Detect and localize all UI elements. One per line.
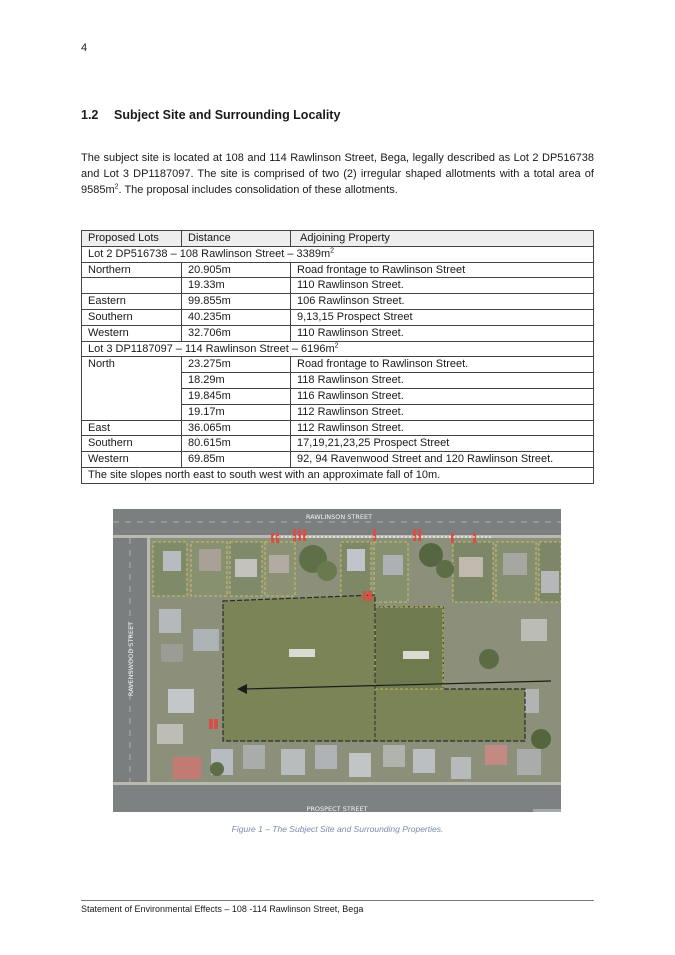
- house-roof: [413, 749, 435, 773]
- footer-divider: [81, 900, 594, 901]
- table-cell: 118 Rawlinson Street.: [291, 373, 594, 389]
- house-roof: [521, 619, 547, 641]
- setback-marker: [418, 529, 421, 541]
- house-roof: [383, 745, 405, 767]
- kerb-west: [147, 538, 150, 782]
- lot3-title: [82, 341, 594, 357]
- table-cell: 92, 94 Ravenwood Street and 120 Rawlinson Street.: [291, 452, 594, 468]
- table-row: [82, 436, 594, 452]
- table-cell: 116 Rawlinson Street.: [291, 388, 594, 404]
- page-number: 4: [81, 42, 88, 54]
- lot3-sup: 2: [334, 341, 339, 349]
- table-row: [82, 309, 594, 325]
- figure-caption: Figure 1 – The Subject Site and Surrounding Properties.: [231, 824, 444, 834]
- site-label-box: [289, 649, 315, 657]
- table-cell: Southern: [82, 309, 182, 325]
- table-row: [82, 262, 594, 278]
- house-roof: [193, 629, 219, 651]
- intro-sup: 2: [114, 183, 119, 191]
- tree: [531, 729, 551, 749]
- house-roof: [485, 745, 507, 765]
- table-cell: 112 Rawlinson Street.: [291, 404, 594, 420]
- tree: [317, 561, 337, 581]
- setback-marker: [363, 591, 367, 601]
- table-header-row: [82, 231, 594, 247]
- setback-marker: [303, 529, 306, 541]
- table-cell: East: [82, 420, 182, 436]
- table-cell: 9,13,15 Prospect Street: [291, 309, 594, 325]
- house-roof: [503, 553, 527, 575]
- table-cell: [82, 278, 182, 294]
- table-row: [82, 278, 594, 294]
- lot2-sup: 2: [330, 247, 335, 255]
- tree: [210, 762, 224, 776]
- table-cell: 36.065m: [182, 420, 291, 436]
- table-cell: Northern: [82, 262, 182, 278]
- table-row: [82, 357, 594, 373]
- house-roof: [541, 571, 559, 593]
- header-distance: Distance: [182, 231, 291, 247]
- house-roof: [173, 757, 201, 779]
- table-cell: 19.845m: [182, 388, 291, 404]
- lots-table: [81, 230, 594, 484]
- table-cell: Western: [82, 325, 182, 341]
- setback-marker: [293, 529, 296, 541]
- house-roof: [533, 809, 561, 812]
- house-roof: [383, 555, 403, 575]
- setback-marker: [368, 591, 372, 601]
- section-title: Subject Site and Surrounding Locality: [114, 108, 341, 122]
- house-roof: [269, 555, 289, 573]
- table-row: [82, 420, 594, 436]
- lot2-title: [82, 246, 594, 262]
- table-cell: Eastern: [82, 294, 182, 310]
- intro-text: The subject site is located at 108 and 114 Rawlinson Street, Bega, legally described as Lot 2 DP516738 and Lot 3 DP1187097. The site is comprised of two (2) irregular shaped allotments with a total area of 9585m: [81, 152, 594, 196]
- house-roof: [451, 757, 471, 779]
- header-adjoining-property: Adjoining Property: [291, 231, 594, 247]
- table-cell: 69.85m: [182, 452, 291, 468]
- intro-paragraph: [81, 150, 594, 198]
- lot2-title-row: [82, 246, 594, 262]
- table-row: [82, 325, 594, 341]
- house-roof: [161, 644, 183, 662]
- aerial-map: [113, 509, 561, 812]
- house-roof: [157, 724, 183, 744]
- rawlinson-street-label: RAWLINSON STREET: [305, 513, 373, 521]
- lot2-label: Lot 2 DP516738 – 108 Rawlinson Street – 3389m: [88, 247, 331, 260]
- house-roof: [517, 749, 541, 775]
- table-cell: Southern: [82, 436, 182, 452]
- intro-text-end: . The proposal includes consolidation of these allotments.: [118, 184, 398, 196]
- setback-marker: [214, 719, 218, 729]
- table-cell: 23.275m: [182, 357, 291, 373]
- header-proposed-lots: Proposed Lots: [82, 231, 182, 247]
- table-cell: Road frontage to Rawlinson Street.: [291, 357, 594, 373]
- kerb-south: [113, 782, 561, 785]
- table-cell: 110 Rawlinson Street.: [291, 278, 594, 294]
- setback-marker: [271, 533, 274, 543]
- table-cell: 18.29m: [182, 373, 291, 389]
- table-cell: 99.855m: [182, 294, 291, 310]
- table-cell: 80.615m: [182, 436, 291, 452]
- site-label-box: [403, 651, 429, 659]
- tree: [479, 649, 499, 669]
- setback-marker: [473, 533, 476, 543]
- setback-marker: [373, 529, 376, 541]
- table-cell: 17,19,21,23,25 Prospect Street: [291, 436, 594, 452]
- note-row: [82, 467, 594, 483]
- section-number: 1.2: [81, 108, 99, 122]
- table-cell: North: [82, 357, 182, 420]
- setback-marker: [298, 529, 301, 541]
- table-row: [82, 294, 594, 310]
- setback-marker: [276, 533, 279, 543]
- house-roof: [281, 749, 305, 775]
- table-cell: 19.33m: [182, 278, 291, 294]
- table-cell: 19.17m: [182, 404, 291, 420]
- table-cell: 112 Rawlinson Street.: [291, 420, 594, 436]
- prospect-street-label: PROSPECT STREET: [306, 805, 368, 812]
- tree: [436, 560, 454, 578]
- house-roof: [347, 549, 365, 571]
- house-roof: [315, 745, 337, 769]
- section-heading: [81, 108, 340, 122]
- house-roof: [168, 689, 194, 713]
- lot3-label: Lot 3 DP1187097 – 114 Rawlinson Street – 6196m: [88, 342, 335, 355]
- table-cell: 20.905m: [182, 262, 291, 278]
- site-slope-note: The site slopes north east to south west with an approximate fall of 10m.: [82, 467, 594, 483]
- table-cell: 32.706m: [182, 325, 291, 341]
- table-row: [82, 452, 594, 468]
- house-roof: [243, 745, 265, 769]
- lot3-title-row: [82, 341, 594, 357]
- table-cell: 40.235m: [182, 309, 291, 325]
- house-roof: [349, 753, 371, 777]
- house-roof: [459, 557, 483, 577]
- house-roof: [159, 609, 181, 633]
- house-roof: [235, 559, 257, 577]
- house-roof: [163, 551, 181, 571]
- setback-marker: [209, 719, 213, 729]
- table-cell: Western: [82, 452, 182, 468]
- site-aerial-image: [113, 509, 561, 812]
- setback-marker: [413, 529, 416, 541]
- table-cell: 110 Rawlinson Street.: [291, 325, 594, 341]
- lot3-area: [375, 607, 443, 689]
- house-roof: [199, 549, 221, 571]
- ravenswood-street-label: RAVENSWOOD STREET: [127, 621, 135, 697]
- page-footer: Statement of Environmental Effects – 108 -114 Rawlinson Street, Bega: [81, 904, 364, 914]
- table-cell: 106 Rawlinson Street.: [291, 294, 594, 310]
- table-cell: Road frontage to Rawlinson Street: [291, 262, 594, 278]
- setback-marker: [451, 533, 454, 543]
